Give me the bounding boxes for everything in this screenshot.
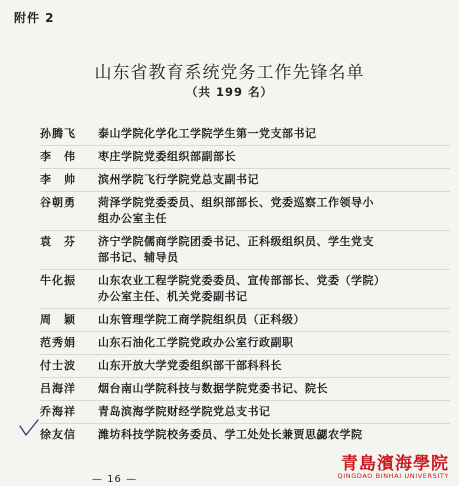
position-text: 山东石油化工学院党政办公室行政副职 [98,336,294,349]
person-name: 李 帅 [40,173,76,186]
list-item [40,312,450,328]
person-name: 范秀娟 [40,336,76,349]
list-item [40,126,450,142]
checkmark-icon [18,418,40,438]
row-divider [40,331,450,332]
row-divider [40,377,450,378]
list-item [40,273,450,305]
row-divider [40,400,450,401]
page-number: — 16 — [92,474,138,485]
person-name: 袁 芬 [40,235,76,248]
university-watermark-logo [309,449,449,480]
list-item [40,149,450,165]
person-name: 乔海祥 [40,405,76,418]
document-title: 山东省教育系统党务工作先锋名单 [94,63,365,83]
row-divider [40,191,450,192]
person-name: 吕海洋 [40,382,76,395]
person-name: 孙腾飞 [40,127,76,140]
list-item [40,335,450,351]
position-text: 青岛滨海学院财经学院党总支书记 [98,405,271,418]
watermark-english-name: QINGDAO BINHAI UNIVERSITY [337,472,449,480]
list-item [40,195,450,227]
watermark-chinese-name: 青島濱海學院 [341,454,449,474]
row-divider [40,423,450,424]
list-item [40,404,450,420]
attachment-label: 附件 2 [14,11,55,25]
position-text: 潍坊科技学院校务委员、学工处处长兼贾思勰农学院 [98,428,363,441]
position-text: 山东农业工程学院党委委员、宣传部部长、党委（学院） [98,274,386,287]
position-text: 滨州学院飞行学院党总支副书记 [98,173,259,186]
position-text: 烟台南山学院科技与数据学院党委书记、院长 [98,382,328,395]
list-item [40,172,450,188]
list-item [40,427,450,443]
person-name: 付士波 [40,359,76,372]
row-divider [40,354,450,355]
person-name: 周 颖 [40,313,76,326]
position-text: 泰山学院化学化工学院学生第一党支部书记 [98,127,317,140]
position-text: 办公室主任、机关党委副书记 [98,290,248,303]
row-divider [40,230,450,231]
person-name: 牛化振 [40,274,76,287]
position-text: 组办公室主任 [98,212,167,225]
row-divider [40,168,450,169]
position-text: 济宁学院儒商学院团委书记、正科级组织员、学生党支 [98,235,374,248]
person-name: 李 伟 [40,150,76,163]
name-list [40,126,450,443]
position-text: 菏泽学院党委委员、组织部部长、党委巡察工作领导小 [98,196,374,209]
document-subtitle: （共 199 名） [185,85,273,99]
row-divider [40,269,450,270]
position-text: 山东开放大学党委组织部干部科科长 [98,359,282,372]
list-item [40,381,450,397]
position-text: 部书记、辅导员 [98,251,179,264]
position-text: 山东管理学院工商学院组织员（正科级） [98,313,305,326]
person-name: 谷朝勇 [40,196,76,209]
person-name: 徐友信 [40,428,76,441]
row-divider [40,308,450,309]
list-item [40,234,450,266]
position-text: 枣庄学院党委组织部副部长 [98,150,236,163]
list-item [40,358,450,374]
row-divider [40,145,450,146]
